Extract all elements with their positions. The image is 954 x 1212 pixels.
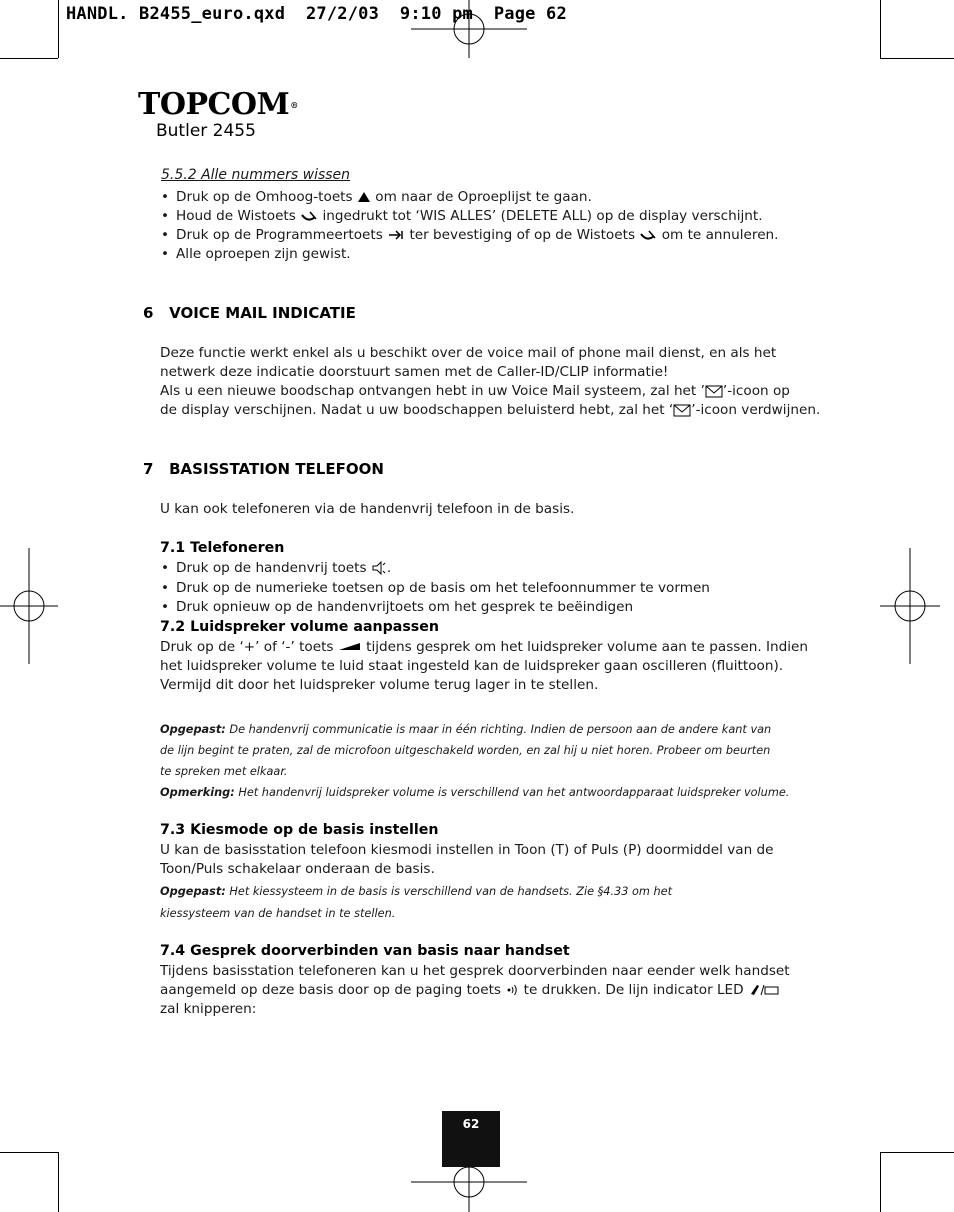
section-73-paragraph: U kan de basisstation telefoon kiesmodi instellen in Toon (T) of Puls (P) doormiddel van de Toon/Puls schakelaar onderaan de basis. <box>160 842 774 877</box>
notes-72: Opgepast: De handenvrij communicatie is maar in één richting. Indien de persoon aan de andere kant van de lijn begint te praten, zal de microfoon uitgeschakeld worden, en zal hij u niet horen. Probeer om beurten te spreken met elkaar. Opmerking: Het handenvrij luidspreker volume is verschillend van het antwoordapparaat luidspreker volume. <box>160 723 790 799</box>
line-led-icon <box>748 983 780 997</box>
section-74-title: 7.4 Gesprek doorverbinden van basis naar handset <box>160 943 570 959</box>
section-552-title: 5.5.2 Alle nummers wissen <box>161 167 351 183</box>
envelope-icon <box>705 385 723 398</box>
section-72-title: 7.2 Luidspreker volume aanpassen <box>160 619 439 635</box>
print-slug-line: HANDL. B2455_euro.qxd 27/2/03 9:10 pm Page 62 <box>66 4 567 24</box>
section-74-paragraph: Tijdens basisstation telefoneren kan u het gesprek doorverbinden naar eender welk handset aangemeld op deze basis door op de paging toets te drukken. De lijn indicator LED zal knipperen: <box>160 963 790 1017</box>
program-icon <box>387 228 405 242</box>
note-73: Opgepast: Het kiessysteem in de basis is verschillend van de handsets. Zie §4.33 om het kiessysteem van de handset in te stellen. <box>160 885 673 920</box>
erase-icon <box>300 209 318 223</box>
section-72-paragraph: Druk op de ‘+’ of ‘-’ toets tijdens gesprek om het luidspreker volume aan te passen. Indien het luidspreker volume te luid staat ingesteld kan de luidspreker gaan oscilleren (fluittoon). Vermijd dit door het luidspreker volume terug lager in te stellen. <box>160 639 808 693</box>
section-73-title: 7.3 Kiesmode op de basis instellen <box>160 822 439 838</box>
envelope-icon <box>673 404 691 417</box>
section-6-heading: 6 VOICE MAIL INDICATIE <box>143 304 356 322</box>
topcom-logo: TOPCOM® <box>138 87 298 122</box>
volume-wedge-icon <box>338 642 362 652</box>
section-71-title: 7.1 Telefoneren <box>160 540 285 556</box>
section-7-intro: U kan ook telefoneren via de handenvrij telefoon in de basis. <box>160 501 575 517</box>
section-6-paragraph: Deze functie werkt enkel als u beschikt over de voice mail of phone mail dienst, en als het netwerk deze indicatie doorstuurt samen met de Caller-ID/CLIP informatie! Als u een nieuwe boodschap ontvangen hebt in uw Voice Mail systeem, zal het ’ ’-icoon op de display verschijnen. Nadat u uw boodschappen beluisterd hebt, zal het ‘ ’-icoon verdwijnen. <box>160 345 821 418</box>
section-7-heading: 7 BASISSTATION TELEFOON <box>143 460 384 478</box>
speaker-icon <box>371 561 387 575</box>
erase-icon <box>639 228 657 242</box>
up-triangle-icon <box>357 191 371 203</box>
model-name: Butler 2455 <box>156 121 256 141</box>
page-number: 62 <box>442 1111 500 1167</box>
paging-icon <box>505 983 519 997</box>
